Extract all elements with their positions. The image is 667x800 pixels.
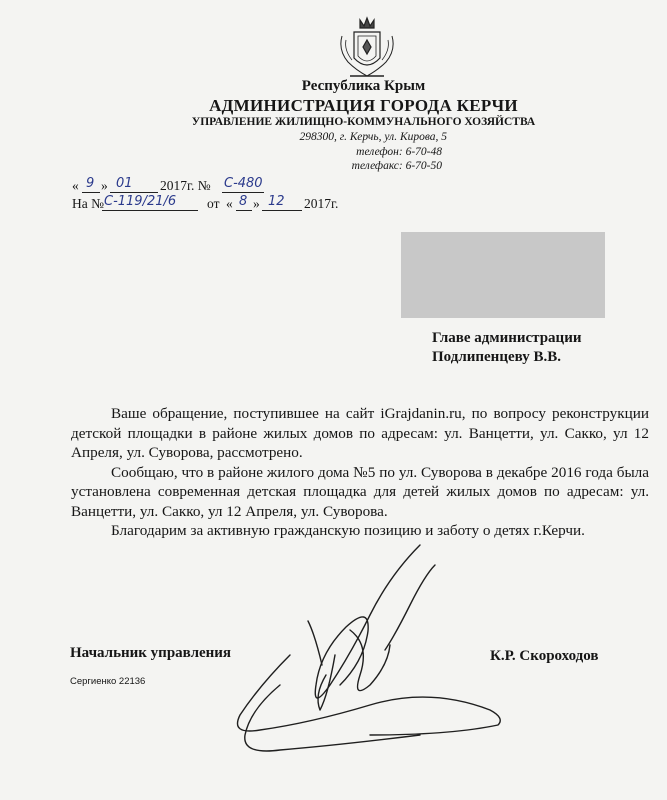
coat-of-arms-icon [334, 14, 400, 84]
quote-close-2: » [253, 196, 260, 211]
quote-close: » [101, 178, 108, 193]
outgoing-year-label: 2017г. № [160, 178, 211, 193]
body-paragraph-1: Ваше обращение, поступившее на сайт iGrajdanin.ru, по вопросу реконструкции детской площадки в районе жилых домов по адресам: ул. Ванцетти, ул. Сакко, ул 12 Апреля, ул. Суворова, рассмотрено. [71, 405, 649, 461]
incoming-number: С-119/21/6 [104, 194, 177, 209]
incoming-prefix: На № [72, 196, 104, 211]
signatory-name: К.Р. Скороходов [490, 648, 599, 664]
incoming-year-label: 2017г. [304, 196, 339, 211]
incoming-from-label: от [207, 196, 220, 211]
incoming-month: 12 [268, 194, 285, 209]
redacted-block [401, 232, 605, 318]
outgoing-month: 01 [116, 176, 133, 191]
header-phone: телефон: 6-70-48 [356, 146, 442, 158]
signatory-role: Начальник управления [70, 645, 232, 661]
outgoing-number: С-480 [224, 176, 263, 191]
addressee-name: Подлипенцеву В.В. [432, 349, 561, 365]
handwritten-signature-icon [220, 535, 510, 765]
addressee-title: Главе администрации [432, 330, 582, 346]
letter-body [71, 404, 649, 541]
executor-note: Сергиенко 22136 [70, 676, 146, 687]
body-paragraph-3: Благодарим за активную гражданскую позицию и заботу о детях г.Керчи. [111, 522, 585, 539]
quote-open-2: « [226, 196, 233, 211]
header-republic: Республика Крым [301, 78, 426, 94]
quote-open: « [72, 178, 79, 193]
incoming-day: 8 [239, 194, 248, 209]
header-administration: АДМИНИСТРАЦИЯ ГОРОДА КЕРЧИ [209, 96, 518, 115]
header-fax: телефакс: 6-70-50 [351, 160, 442, 172]
body-paragraph-2: Сообщаю, что в районе жилого дома №5 по ул. Суворова в декабре 2016 года была установлена современная детская площадка для детей жилых домов по адресам: ул. Ванцетти, ул. Сакко, ул 12 Апреля, ул. Суворова. [71, 463, 649, 520]
outgoing-day: 9 [86, 176, 95, 191]
header-address: 298300, г. Керчь, ул. Кирова, 5 [299, 131, 447, 143]
header-department: УПРАВЛЕНИЕ ЖИЛИЩНО-КОММУНАЛЬНОГО ХОЗЯЙСТВА [191, 116, 536, 128]
